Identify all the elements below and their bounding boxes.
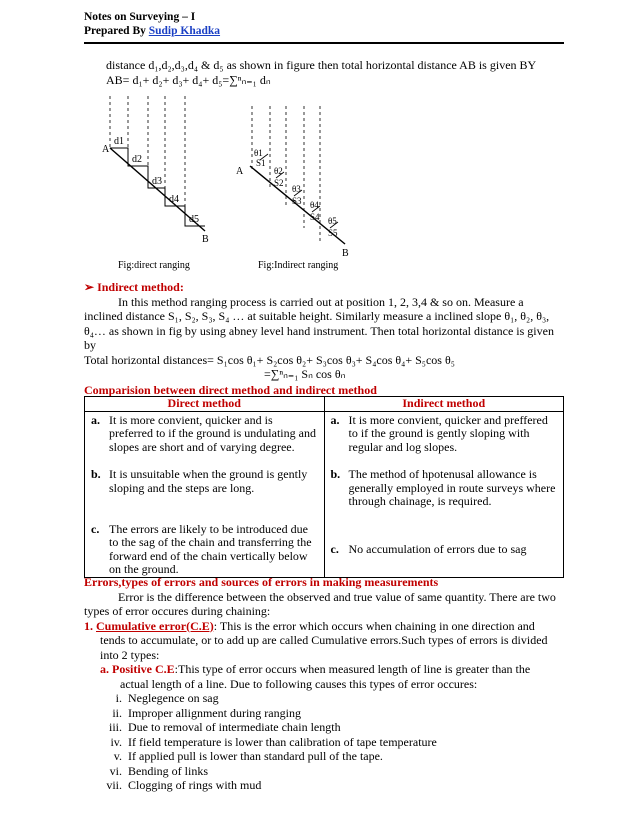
indirect-point-b: B: [342, 248, 349, 259]
indirect-text-b: The method of hpotenusal allowance is generally employed in route surveys where through chainage, is required.: [348, 467, 556, 508]
indirect-label-a: a.: [330, 412, 340, 427]
header-byline: [84, 24, 220, 38]
intro-paragraph: [84, 58, 564, 87]
indirect-text-c: No accumulation of errors due to sag: [348, 541, 527, 556]
comparison-table: [84, 396, 564, 578]
page-header: [84, 10, 220, 38]
causes-list: [84, 691, 564, 793]
intro-line-1: distance d₁,d₂,d₃,d₄ & d₅ as shown in figure then total horizontal distance AB is given BY: [106, 58, 537, 72]
direct-label-d1: d1: [114, 136, 124, 147]
indirect-method-column-header: Indirect method: [324, 397, 564, 412]
indirect-label-s3: S3: [292, 196, 302, 206]
indirect-method-section: [84, 280, 564, 382]
indirect-para-line-2: inclined distance S₁, S₂, S₃, S₄ … at suitable height. Similarly measure a inclined slope θ₁, θ₂, θ₃,: [84, 309, 550, 323]
indirect-label-b: b.: [330, 467, 341, 481]
cumulative-error-number: 1.: [84, 618, 93, 633]
indirect-method-heading-row: [84, 280, 564, 295]
comparison-row-b: [85, 466, 564, 521]
list-item: iii. Due to removal of intermediate chain length: [108, 720, 341, 734]
positive-ce-item: [84, 662, 564, 677]
errors-intro-line-2: types of error occures during chaining:: [84, 604, 271, 618]
direct-label-d4: d4: [169, 194, 179, 205]
indirect-label-theta2: θ2: [274, 166, 283, 176]
positive-ce-label: a.: [100, 662, 109, 676]
intro-line-2: AB= d₁+ d₂+ d₃+ d₄+ d₅=∑ⁿₙ₌₁ dₙ: [106, 72, 271, 87]
comparison-row-c: [85, 521, 564, 578]
cumulative-error-text-line-2: tends to accumulate, or to add up are called Cumulative errors.Such types of errors is divided: [100, 633, 548, 647]
formula-summation: =∑ⁿₙ₌₁ Sₙ cos θₙ: [264, 367, 346, 381]
formula-total-horizontal: Total horizontal distances= S₁cos θ₁+ S₂cos θ₂+ S₃cos θ₃+ S₄cos θ₄+ S₅cos θ₅: [84, 352, 455, 367]
direct-text-c: The errors are likely to be introduced due to the sag of the chain and transferring the forward end of the chain vertically below on the ground.: [109, 521, 312, 576]
indirect-cell-c: [324, 521, 564, 578]
arrow-bullet-icon: ➢: [84, 280, 95, 294]
direct-label-a: a.: [91, 412, 100, 427]
errors-section: [84, 575, 564, 793]
indirect-label-s5: S5: [328, 228, 338, 238]
direct-label-c: c.: [91, 521, 100, 536]
list-item: iv. If field temperature is lower than calibration of tape temperature: [110, 734, 437, 749]
indirect-label-theta1: θ1: [254, 148, 263, 158]
indirect-label-s1: S1: [256, 158, 266, 168]
prepared-by-label: Prepared By: [84, 25, 149, 37]
positive-ce-line-1: :This type of error occurs when measured length of line is greater than the: [174, 662, 531, 676]
header-rule: [84, 42, 564, 44]
indirect-label-s2: S2: [274, 178, 284, 188]
list-item: v. If applied pull is lower than standard pull of the tape.: [113, 749, 383, 763]
comparison-heading: Comparision between direct method and indirect method: [84, 383, 377, 397]
direct-label-b: b.: [91, 467, 101, 481]
direct-label-d3: d3: [152, 176, 162, 187]
indirect-para-line-3: θ₄… as shown in fig by using abney level hand instrument. Then total horizontal distance is given: [84, 323, 554, 338]
direct-cell-a: [85, 411, 325, 466]
direct-point-b: B: [202, 234, 209, 245]
cumulative-error-title: Cumulative error(C.E): [96, 618, 214, 633]
indirect-label-theta3: θ3: [292, 184, 301, 194]
comparison-header-row: [85, 397, 564, 412]
cumulative-error-text-line-3: into 2 types:: [100, 647, 160, 662]
direct-figure-caption: Fig:direct ranging: [118, 260, 190, 271]
indirect-method-heading: Indirect method:: [97, 280, 184, 294]
indirect-cell-b: [324, 466, 564, 521]
list-item: ii. Improper allignment during ranging: [112, 705, 301, 720]
header-title: Notes on Surveying – I: [84, 11, 196, 23]
list-item: vi. Bending of links: [109, 763, 208, 778]
ranging-figures: [90, 96, 360, 272]
cumulative-error-text-line-1: : This is the error which occurs when chaining in one direction and: [213, 618, 535, 633]
cumulative-error-item: [84, 619, 564, 634]
indirect-point-a: A: [236, 166, 244, 177]
direct-label-d5: d5: [189, 214, 199, 225]
errors-heading: Errors,types of errors and sources of errors in making measurements: [84, 575, 439, 589]
indirect-para-line-4: by: [84, 338, 96, 352]
direct-label-d2: d2: [132, 154, 142, 165]
list-item: vii. Clogging of rings with mud: [106, 778, 262, 792]
indirect-label-c: c.: [330, 541, 339, 556]
positive-ce-line-2: actual length of a line. Due to following causes this types of error occures:: [120, 676, 478, 691]
indirect-para-line-1: In this method ranging process is carried out at position 1, 2, 3,4 & so on. Measure a: [118, 294, 524, 309]
comparison-row-a: [85, 411, 564, 466]
indirect-label-theta5: θ5: [328, 216, 337, 226]
indirect-label-s4: S4: [310, 212, 320, 222]
direct-point-a: A: [102, 144, 110, 155]
list-item: i. Neglegence on sag: [115, 691, 219, 705]
direct-method-column-header: Direct method: [85, 397, 325, 412]
direct-cell-c: [85, 521, 325, 578]
indirect-label-theta4: θ4: [310, 200, 319, 210]
author-link[interactable]: Sudip Khadka: [148, 25, 221, 37]
direct-text-a: It is more convient, quicker and is preferred to if the ground is undulating and slopes are short and of varying degree.: [109, 412, 316, 454]
errors-intro-line-1: Error is the difference between the observed and true value of same quantity. There are two: [118, 589, 556, 604]
positive-ce-title: Positive C.E: [112, 662, 175, 676]
indirect-cell-a: [324, 411, 564, 466]
indirect-text-a: It is more convient, quicker and preffered to if the ground is gently sloping with regular and log slopes.: [348, 412, 548, 454]
direct-cell-b: [85, 466, 325, 521]
direct-text-b: It is unsuitable when the ground is gently sloping and the steps are long.: [109, 467, 308, 495]
indirect-figure-caption: Fig:Indirect ranging: [258, 260, 339, 271]
